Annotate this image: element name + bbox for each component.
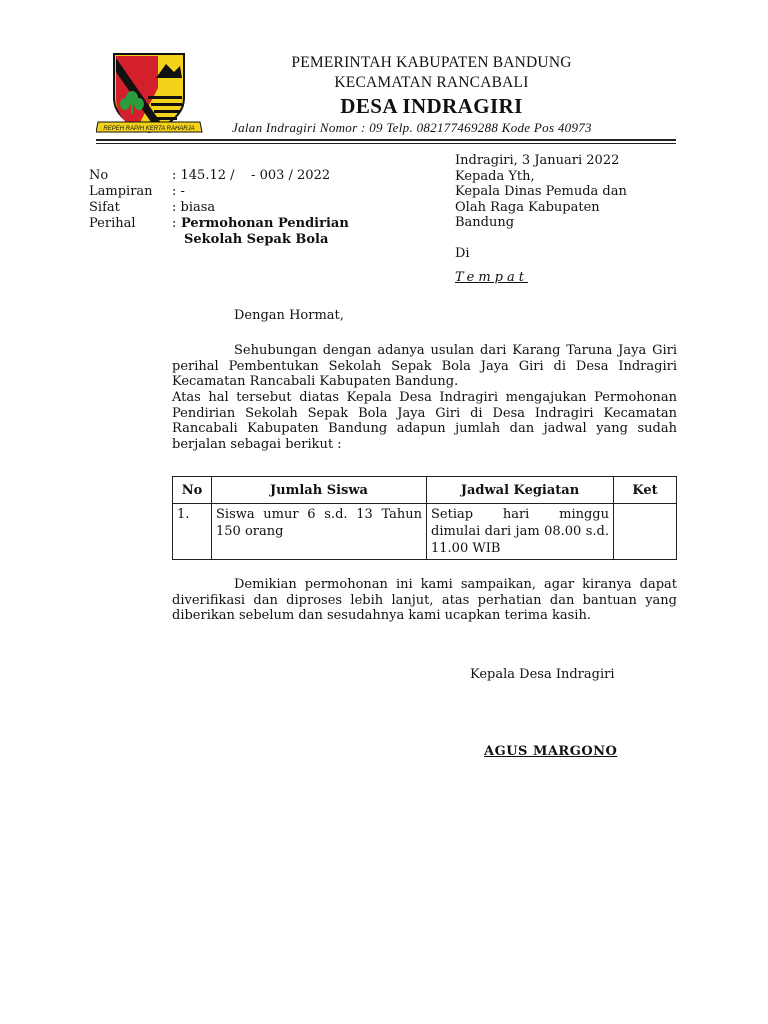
meta-sifat-value: : biasa [172, 200, 216, 215]
recipient-tempat: Tempat [455, 270, 528, 285]
signature-name: AGUS MARGONO [484, 744, 618, 759]
recipient-block [455, 153, 627, 286]
header-ket: Ket [614, 477, 677, 504]
letter-date: Indragiri, 3 Januari 2022 [455, 153, 620, 168]
recipient-line2: Olah Raga Kabupaten [455, 199, 600, 215]
meta-lampiran-value: : - [172, 184, 185, 199]
recipient-line1: Kepala Dinas Pemuda dan [455, 184, 627, 199]
meta-perihal-colon: : [172, 216, 177, 231]
meta-sifat-label: Sifat [89, 200, 120, 215]
cell-ket [614, 504, 677, 560]
header-jadwal-kegiatan: Jadwal Kegiatan [427, 477, 614, 504]
header-no: No [173, 477, 212, 504]
meta-perihal-line1: Permohonan Pendirian [181, 216, 349, 231]
logo-banner-text: REPEH RAPIH KERTA RAHARJA [103, 126, 195, 132]
table-header-row [173, 477, 677, 504]
meta-no-value: : 145.12 / - 003 / 2022 [172, 168, 331, 183]
schedule-table [172, 476, 677, 560]
letterhead-district: KECAMATAN RANCABALI [334, 74, 529, 91]
cell-jumlah-siswa: Siswa umur 6 s.d. 13 Tahun 150 orang [212, 504, 427, 560]
closing-paragraph: Demikian permohonan ini kami sampaikan, agar kiranya dapat diverifikasi dan diproses lebih lanjut, atas perhatian dan bantuan yang diberikan sebelum dan sesudahnya kami ucapkan terima kasih. [172, 577, 677, 623]
header-jumlah-siswa: Jumlah Siswa [212, 477, 427, 504]
letterhead-rule-thin [96, 143, 676, 144]
table-row [173, 504, 677, 560]
recipient-line3: Bandung [455, 215, 515, 230]
letterhead-rule-thick [96, 139, 676, 141]
letterhead-village: DESA INDRAGIRI [340, 94, 523, 118]
letterhead-address: Jalan Indragiri Nomor : 09 Telp. 082177469288 Kode Pos 40973 [232, 120, 592, 135]
paragraph-2: Atas hal tersebut diatas Kepala Desa Indragiri mengajukan Permohonan Pendirian Sekolah Sepak Bola Jaya Giri di Desa Indragiri Kecamatan Rancabali Kabupaten Bandung adapun jumlah dan jadwal yang sudah berjalan sebagai berikut : [172, 390, 677, 452]
meta-perihal-label: Perihal [89, 216, 136, 231]
signature-title: Kepala Desa Indragiri [470, 667, 615, 682]
meta-perihal-line2: Sekolah Sepak Bola [184, 232, 329, 247]
meta-no-label: No [89, 168, 109, 183]
cell-jadwal-kegiatan: Setiap hari minggu dimulai dari jam 08.00 s.d. 11.00 WIB [427, 504, 614, 560]
cell-no: 1. [173, 504, 212, 560]
letterhead-regency: PEMERINTAH KABUPATEN BANDUNG [291, 54, 572, 71]
salutation: Dengan Hormat, [234, 308, 344, 323]
recipient-kepada: Kepada Yth, [455, 168, 535, 184]
paragraph-1: Sehubungan dengan adanya usulan dari Karang Taruna Jaya Giri perihal Pembentukan Sekolah Sepak Bola Jaya Giri di Desa Indragiri Kecamatan Rancabali Kabupaten Bandung. [172, 343, 677, 389]
recipient-di: Di [455, 245, 470, 261]
meta-lampiran-label: Lampiran [89, 184, 153, 199]
